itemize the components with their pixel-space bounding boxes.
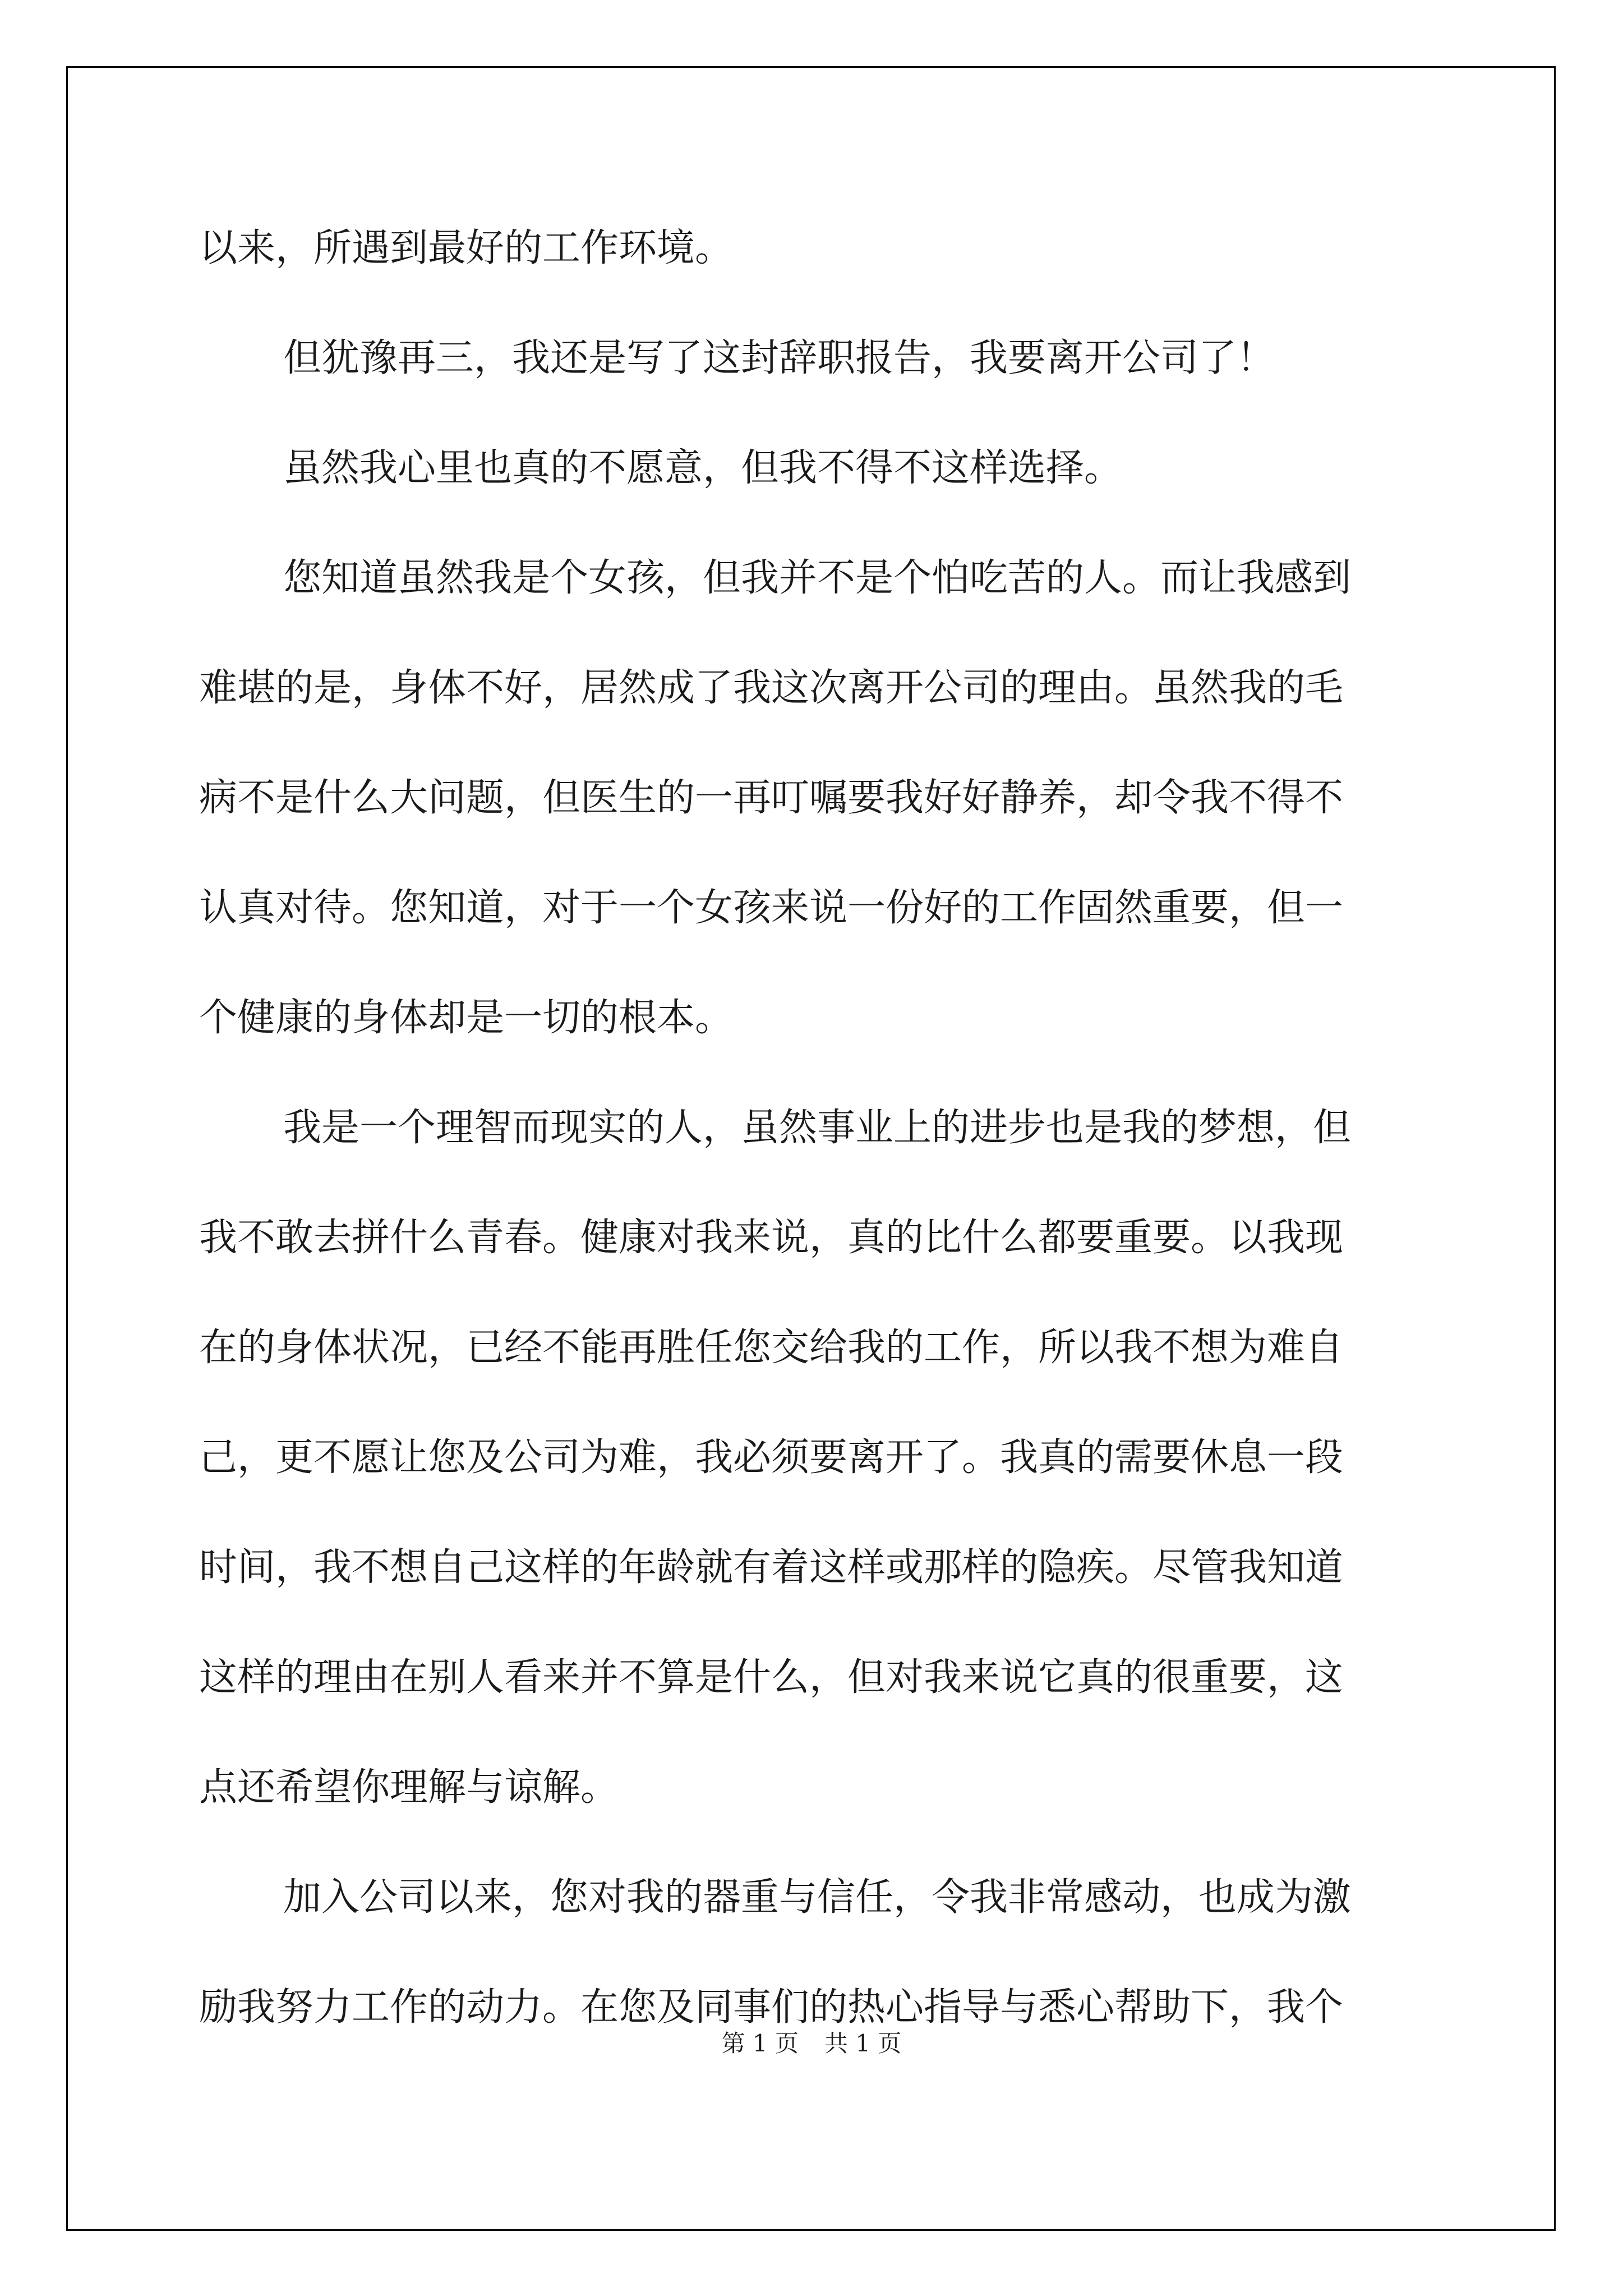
document-body: [199, 194, 1433, 2063]
text-line: 我是一个理智而现实的人，虽然事业上的进步也是我的梦想，但: [283, 1106, 1352, 1150]
text-line: 励我努力工作的动力。在您及同事们的热心指导与悉心帮助下，我个: [199, 1985, 1344, 2030]
text-line: 您知道虽然我是个女孩，但我并不是个怕吃苦的人。而让我感到: [283, 556, 1352, 600]
text-line: 病不是什么大问题，但医生的一再叮嘱要我好好静养，却令我不得不: [199, 776, 1344, 820]
text-line: 难堪的是，身体不好，居然成了我这次离开公司的理由。虽然我的毛: [199, 666, 1344, 710]
text-line: 在的身体状况，已经不能再胜任您交给我的工作，所以我不想为难自: [199, 1326, 1344, 1370]
text-line: 己，更不愿让您及公司为难，我必须要离开了。我真的需要休息一段: [199, 1435, 1344, 1480]
text-line: 点还希望你理解与谅解。: [199, 1765, 619, 1810]
text-line: 加入公司以来，您对我的器重与信任，令我非常感动，也成为激: [283, 1875, 1352, 1920]
page-number: 第 1 页: [721, 2030, 799, 2057]
page-footer: [0, 2025, 1623, 2059]
text-line: 但犹豫再三，我还是写了这封辞职报告，我要离开公司了！: [283, 336, 1275, 380]
text-line: 这样的理由在别人看来并不算是什么，但对我来说它真的很重要，这: [199, 1655, 1344, 1700]
text-line: 我不敢去拼什么青春。健康对我来说，真的比什么都要重要。以我现: [199, 1216, 1344, 1260]
text-line: 以来，所遇到最好的工作环境。: [199, 226, 734, 270]
text-line: 虽然我心里也真的不愿意，但我不得不这样选择。: [283, 446, 1123, 490]
text-line: 时间，我不想自己这样的年龄就有着这样或那样的隐疾。尽管我知道: [199, 1545, 1344, 1590]
text-line: 个健康的身体却是一切的根本。: [199, 996, 734, 1040]
text-line: 认真对待。您知道，对于一个女孩来说一份好的工作固然重要，但一: [199, 886, 1344, 930]
page-total: 共 1 页: [824, 2030, 902, 2057]
